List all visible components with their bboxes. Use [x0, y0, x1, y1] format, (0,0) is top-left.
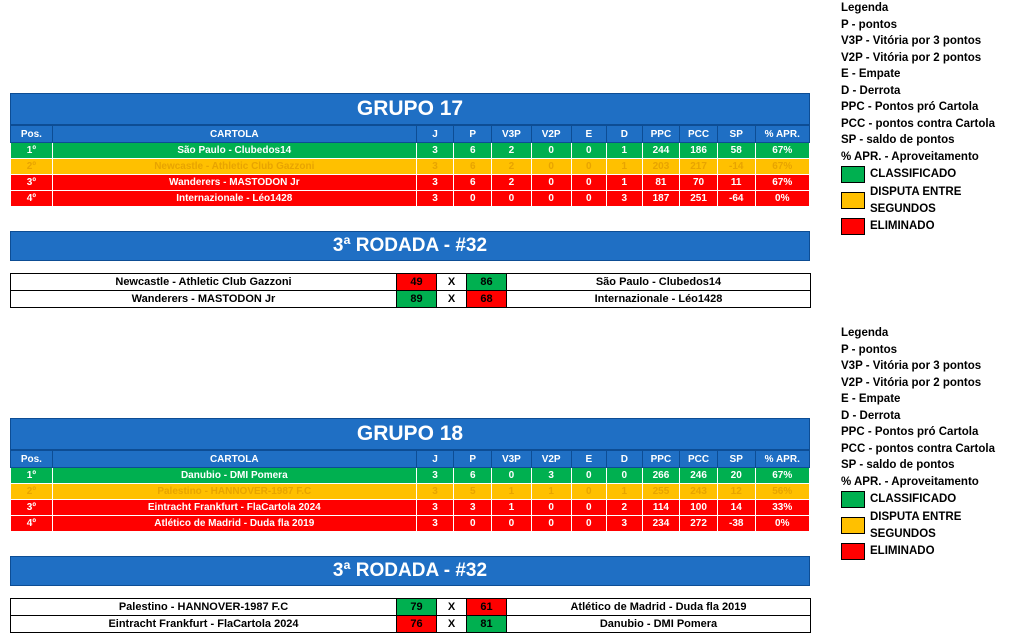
cell-d: 1 [607, 484, 643, 500]
cell-apr: 56% [755, 484, 809, 500]
legend-title: Legenda [841, 327, 889, 339]
col-j: J [416, 451, 454, 468]
match-row [11, 616, 811, 633]
cell-pos: 1º [11, 468, 53, 484]
swatch-yellow-icon [841, 192, 865, 209]
match-away-score: 86 [467, 274, 507, 291]
legend-swatch-label: DISPUTA ENTRE SEGUNDOS [870, 511, 962, 540]
cell-pos: 3º [11, 175, 53, 191]
cell-ppc: 81 [642, 175, 680, 191]
cell-pcc: 251 [680, 191, 718, 207]
legend-line-p: P - pontos [841, 343, 898, 356]
cell-apr: 67% [755, 468, 809, 484]
cell-e: 0 [571, 516, 607, 532]
table-row [11, 484, 810, 500]
col-d: D [607, 451, 643, 468]
legend-line-ppc: PPC - Pontos pró Cartola [841, 426, 979, 438]
cell-d: 2 [607, 500, 643, 516]
match-row [11, 291, 811, 308]
swatch-red-icon [841, 218, 865, 235]
match-away-score: 81 [467, 616, 507, 633]
table-row [11, 175, 810, 191]
standings-table [10, 125, 810, 207]
match-away-team: Internazionale - Léo1428 [507, 291, 811, 308]
cell-cartola: São Paulo - Clubedos14 [52, 143, 416, 159]
cell-j: 3 [416, 191, 454, 207]
cell-v2p: 1 [531, 484, 571, 500]
col-e: E [571, 451, 607, 468]
matches-table [10, 598, 811, 633]
cell-j: 3 [416, 159, 454, 175]
legend-line-v2p: V2P - Vitória por 2 pontos [841, 376, 982, 389]
col-v2p: V2P [531, 451, 571, 468]
legend-line-apr: % APR. - Aproveitamento [841, 475, 979, 488]
cell-ppc: 244 [642, 143, 680, 159]
cell-d: 3 [607, 516, 643, 532]
col-v2p: V2P [531, 126, 571, 143]
cell-cartola: Danubio - DMI Pomera [52, 468, 416, 484]
cell-v3p: 0 [492, 516, 532, 532]
cell-sp: -38 [717, 516, 755, 532]
group-block-17 [10, 93, 810, 207]
cell-p: 6 [454, 159, 492, 175]
round-title: 3ª RODADA - #32 [10, 556, 810, 586]
swatch-red-icon [841, 543, 865, 560]
legend-line-e: E - Empate [841, 68, 901, 80]
cell-pcc: 243 [680, 484, 718, 500]
col-cartola: CARTOLA [52, 451, 416, 468]
standings-table [10, 450, 810, 532]
cell-apr: 0% [755, 191, 809, 207]
cell-j: 3 [416, 468, 454, 484]
legend-swatch-label: CLASSIFICADO [870, 168, 957, 181]
cell-pcc: 70 [680, 175, 718, 191]
col-pcc: PCC [680, 126, 718, 143]
cell-v3p: 2 [492, 175, 532, 191]
table-row [11, 516, 810, 532]
col-d: D [607, 126, 643, 143]
legend-swatch-label: ELIMINADO [870, 220, 935, 233]
cell-pcc: 272 [680, 516, 718, 532]
legend-top [841, 0, 1023, 235]
col-apr: % APR. [755, 451, 809, 468]
cell-ppc: 266 [642, 468, 680, 484]
legend-swatch-classificado [841, 166, 1023, 183]
match-home-team: Newcastle - Athletic Club Gazzoni [11, 274, 397, 291]
table-row [11, 500, 810, 516]
swatch-green-icon [841, 491, 865, 508]
cell-apr: 67% [755, 143, 809, 159]
table-row [11, 468, 810, 484]
match-home-score: 76 [397, 616, 437, 633]
legend-swatch-disputa [841, 509, 1023, 542]
cell-sp: 14 [717, 500, 755, 516]
match-away-score: 68 [467, 291, 507, 308]
cell-e: 0 [571, 484, 607, 500]
legend-line-sp: SP - saldo de pontos [841, 459, 955, 471]
cell-e: 0 [571, 500, 607, 516]
cell-apr: 0% [755, 516, 809, 532]
cell-d: 3 [607, 191, 643, 207]
cell-sp: 11 [717, 175, 755, 191]
cell-v2p: 0 [531, 500, 571, 516]
legend-line-d: D - Derrota [841, 84, 901, 97]
standings-header-row [11, 451, 810, 468]
col-pcc: PCC [680, 451, 718, 468]
cell-cartola: Eintracht Frankfurt - FlaCartola 2024 [52, 500, 416, 516]
legend-swatch-disputa [841, 184, 1023, 217]
cell-ppc: 255 [642, 484, 680, 500]
cell-v2p: 3 [531, 468, 571, 484]
legend-line-v2p: V2P - Vitória por 2 pontos [841, 51, 982, 64]
cell-e: 0 [571, 143, 607, 159]
cell-p: 6 [454, 175, 492, 191]
legend-swatch-label: CLASSIFICADO [870, 493, 957, 506]
swatch-yellow-icon [841, 517, 865, 534]
col-ppc: PPC [642, 126, 680, 143]
cell-v2p: 0 [531, 143, 571, 159]
cell-cartola: Palestino - HANNOVER-1987 F.C [52, 484, 416, 500]
round-title-bar-17 [10, 231, 810, 261]
col-sp: SP [717, 451, 755, 468]
table-row [11, 191, 810, 207]
legend-swatch-classificado [841, 491, 1023, 508]
cell-cartola: Atlético de Madrid - Duda fla 2019 [52, 516, 416, 532]
cell-p: 3 [454, 500, 492, 516]
col-pos: Pos. [11, 451, 53, 468]
cell-pos: 4º [11, 191, 53, 207]
legend-line-pcc: PCC - pontos contra Cartola [841, 117, 995, 130]
match-home-team: Eintracht Frankfurt - FlaCartola 2024 [11, 616, 397, 633]
legend-line-v3p: V3P - Vitória por 3 pontos [841, 360, 982, 372]
cell-cartola: Wanderers - MASTODON Jr [52, 175, 416, 191]
cell-ppc: 203 [642, 159, 680, 175]
cell-v3p: 0 [492, 191, 532, 207]
legend-line-v3p: V3P - Vitória por 3 pontos [841, 35, 982, 47]
match-row [11, 599, 811, 616]
cell-p: 0 [454, 516, 492, 532]
cell-e: 0 [571, 159, 607, 175]
cell-sp: -64 [717, 191, 755, 207]
legend-line-sp: SP - saldo de pontos [841, 134, 955, 146]
round-title: 3ª RODADA - #32 [10, 231, 810, 261]
cell-p: 6 [454, 143, 492, 159]
legend-line-d: D - Derrota [841, 409, 901, 422]
cell-j: 3 [416, 143, 454, 159]
cell-pos: 2º [11, 159, 53, 175]
cell-d: 0 [607, 468, 643, 484]
match-separator: X [437, 599, 467, 616]
cell-d: 1 [607, 175, 643, 191]
matches-table [10, 273, 811, 308]
cell-j: 3 [416, 516, 454, 532]
match-separator: X [437, 291, 467, 308]
col-j: J [416, 126, 454, 143]
cell-e: 0 [571, 175, 607, 191]
cell-sp: 20 [717, 468, 755, 484]
col-sp: SP [717, 126, 755, 143]
col-p: P [454, 126, 492, 143]
match-separator: X [437, 274, 467, 291]
cell-p: 0 [454, 191, 492, 207]
cell-e: 0 [571, 191, 607, 207]
matches-block-17 [10, 273, 810, 308]
legend-swatch-label: DISPUTA ENTRE SEGUNDOS [870, 186, 962, 215]
cell-sp: 12 [717, 484, 755, 500]
cell-d: 1 [607, 143, 643, 159]
cell-v2p: 0 [531, 191, 571, 207]
cell-cartola: Internazionale - Léo1428 [52, 191, 416, 207]
group-block-18 [10, 418, 810, 532]
col-e: E [571, 126, 607, 143]
cell-apr: 67% [755, 175, 809, 191]
cell-ppc: 234 [642, 516, 680, 532]
cell-pcc: 246 [680, 468, 718, 484]
cell-p: 5 [454, 484, 492, 500]
legend-swatch-eliminado [841, 543, 1023, 560]
cell-pos: 4º [11, 516, 53, 532]
cell-pcc: 100 [680, 500, 718, 516]
cell-j: 3 [416, 484, 454, 500]
matches-block-18 [10, 598, 810, 633]
legend-bottom [841, 325, 1023, 560]
legend-line-apr: % APR. - Aproveitamento [841, 150, 979, 163]
match-home-team: Wanderers - MASTODON Jr [11, 291, 397, 308]
match-home-score: 89 [397, 291, 437, 308]
cell-ppc: 114 [642, 500, 680, 516]
legend-line-ppc: PPC - Pontos pró Cartola [841, 101, 979, 113]
cell-j: 3 [416, 175, 454, 191]
col-v3p: V3P [492, 451, 532, 468]
cell-d: 1 [607, 159, 643, 175]
cell-apr: 33% [755, 500, 809, 516]
match-away-team: Atlético de Madrid - Duda fla 2019 [507, 599, 811, 616]
match-away-team: São Paulo - Clubedos14 [507, 274, 811, 291]
round-title-bar-18 [10, 556, 810, 586]
match-home-team: Palestino - HANNOVER-1987 F.C [11, 599, 397, 616]
legend-swatch-eliminado [841, 218, 1023, 235]
cell-sp: -14 [717, 159, 755, 175]
standings-header-row [11, 126, 810, 143]
cell-v2p: 0 [531, 516, 571, 532]
cell-pos: 2º [11, 484, 53, 500]
cell-pos: 1º [11, 143, 53, 159]
legend-line-p: P - pontos [841, 18, 898, 31]
cell-sp: 58 [717, 143, 755, 159]
cell-p: 6 [454, 468, 492, 484]
group-title: GRUPO 18 [10, 418, 810, 450]
group-title: GRUPO 17 [10, 93, 810, 125]
swatch-green-icon [841, 166, 865, 183]
col-pos: Pos. [11, 126, 53, 143]
col-cartola: CARTOLA [52, 126, 416, 143]
cell-v3p: 0 [492, 468, 532, 484]
legend-title: Legenda [841, 2, 889, 14]
cell-v2p: 0 [531, 175, 571, 191]
legend-line-pcc: PCC - pontos contra Cartola [841, 442, 995, 455]
match-away-score: 61 [467, 599, 507, 616]
table-row [11, 159, 810, 175]
table-row [11, 143, 810, 159]
cell-ppc: 187 [642, 191, 680, 207]
cell-cartola: Newcastle - Athletic Club Gazzoni [52, 159, 416, 175]
match-away-team: Danubio - DMI Pomera [507, 616, 811, 633]
cell-pos: 3º [11, 500, 53, 516]
cell-pcc: 217 [680, 159, 718, 175]
col-v3p: V3P [492, 126, 532, 143]
match-home-score: 49 [397, 274, 437, 291]
cell-j: 3 [416, 500, 454, 516]
cell-e: 0 [571, 468, 607, 484]
cell-v3p: 2 [492, 143, 532, 159]
cell-v3p: 2 [492, 159, 532, 175]
cell-apr: 67% [755, 159, 809, 175]
col-ppc: PPC [642, 451, 680, 468]
cell-v3p: 1 [492, 484, 532, 500]
col-apr: % APR. [755, 126, 809, 143]
match-row [11, 274, 811, 291]
legend-line-e: E - Empate [841, 393, 901, 405]
cell-v3p: 1 [492, 500, 532, 516]
legend-swatch-label: ELIMINADO [870, 545, 935, 558]
match-separator: X [437, 616, 467, 633]
col-p: P [454, 451, 492, 468]
cell-v2p: 0 [531, 159, 571, 175]
cell-pcc: 186 [680, 143, 718, 159]
match-home-score: 79 [397, 599, 437, 616]
